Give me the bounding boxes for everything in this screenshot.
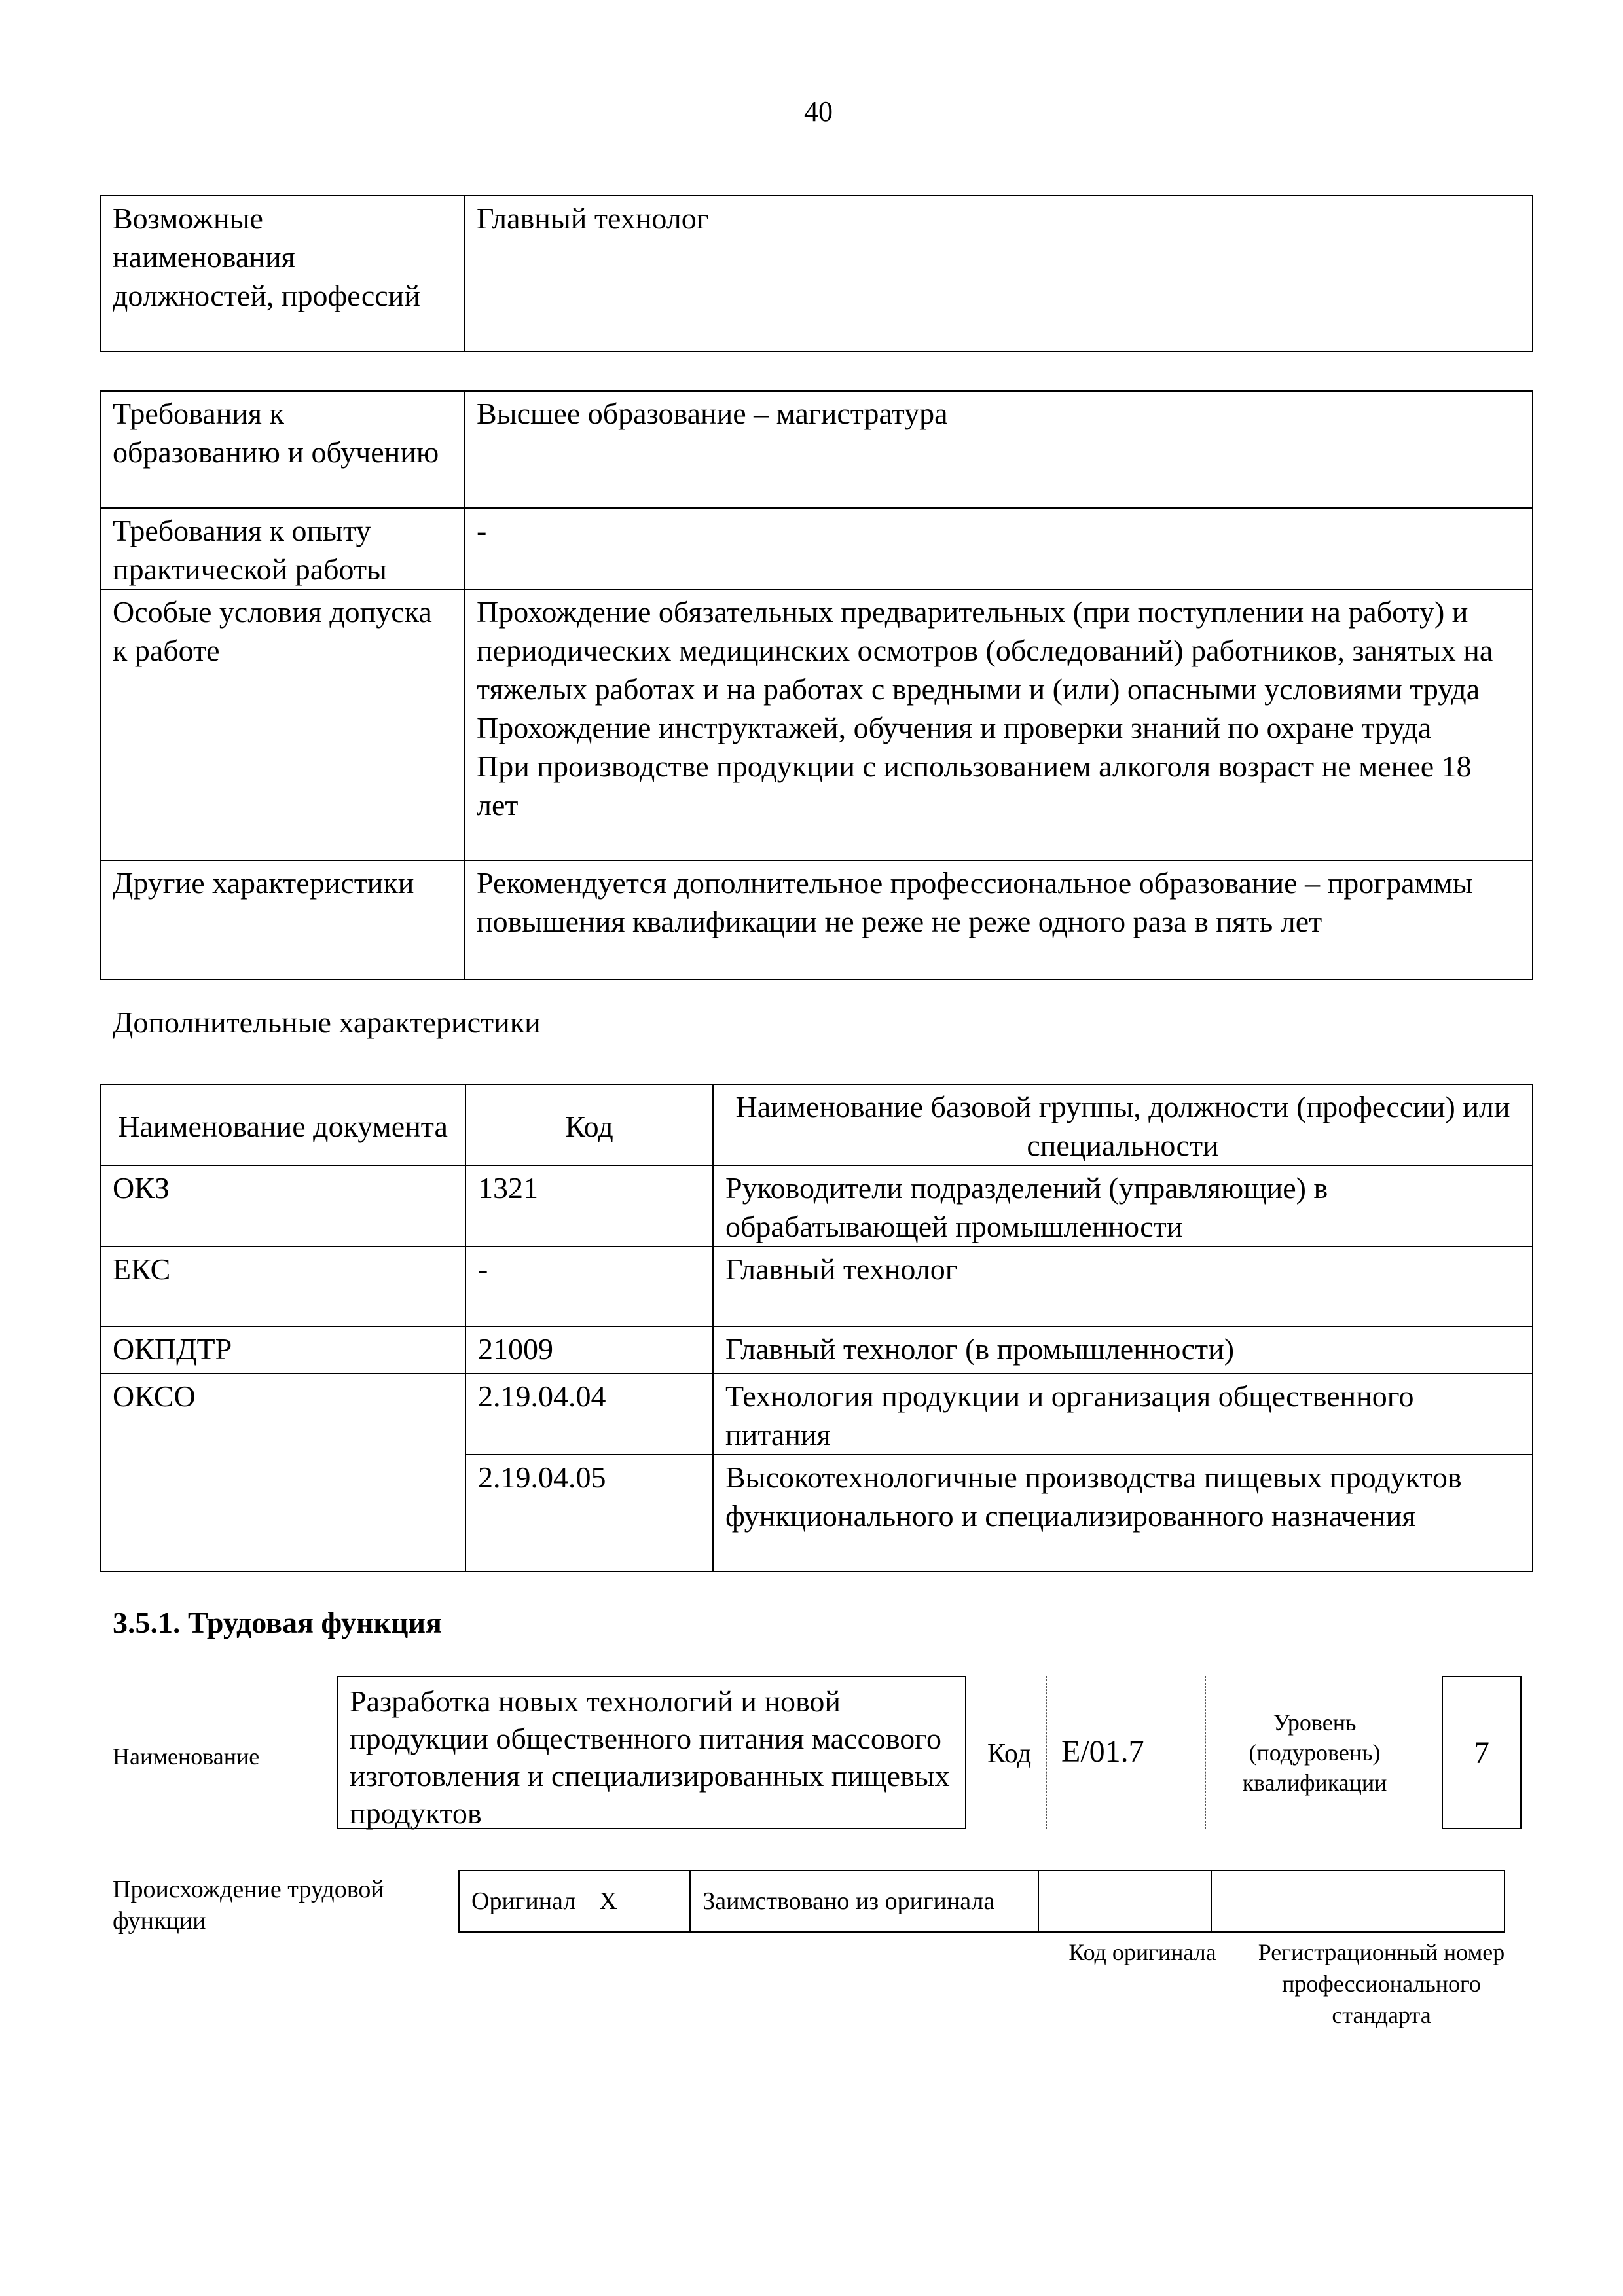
additional-table [100, 1084, 1533, 1572]
table-row [100, 1326, 1533, 1374]
original-label: Оригинал [459, 1870, 587, 1932]
cell-code: 2.19.04.04 [465, 1374, 713, 1455]
section-title: 3.5.1. Трудовая функция [113, 1606, 442, 1639]
education-label: Требования к образованию и обучению [100, 391, 464, 508]
origin-label: Происхождение трудовой функции [113, 1876, 384, 1935]
origin-table [458, 1870, 1505, 1933]
cell-name: Технология продукции и организация общественного питания [713, 1374, 1533, 1455]
cell-doc: ЕКС [100, 1247, 465, 1326]
cell-doc: ОКЗ [100, 1165, 465, 1247]
borrowed-label: Заимствовано из оригинала [690, 1870, 1038, 1932]
experience-value: - [464, 508, 1533, 589]
cell-name: Высокотехнологичные производства пищевых продуктов функционального и специализированного назначения [713, 1455, 1533, 1571]
table-row [100, 508, 1533, 589]
cell-name: Главный технолог [713, 1247, 1533, 1326]
admission-label: Особые условия допуска к работе [100, 589, 464, 860]
cell-doc: ОКСО [100, 1374, 465, 1571]
table-row [459, 1870, 1504, 1932]
experience-label: Требования к опыту практической работы [100, 508, 464, 589]
original-mark: X [587, 1870, 690, 1932]
table-row [100, 589, 1533, 860]
qualification-level: 7 [1442, 1676, 1522, 1829]
admission-line: Прохождение обязательных предварительных (при поступлении на работу) и периодических медицинских осмотров (обследований) работников, занятых на тяжелых работах и на работах с вредными и (или) опасными условиями труда [477, 595, 1493, 706]
admission-value [464, 589, 1533, 860]
other-label: Другие характеристики [100, 860, 464, 979]
header-document: Наименование документа [100, 1084, 465, 1165]
cell-name: Главный технолог (в промышленности) [713, 1326, 1533, 1374]
cell-code: 1321 [465, 1165, 713, 1247]
positions-value: Главный технолог [464, 196, 1533, 352]
cell-code: - [465, 1247, 713, 1326]
original-code-cell [1038, 1870, 1211, 1932]
header-code: Код [465, 1084, 713, 1165]
header-name: Наименование базовой группы, должности (профессии) или специальности [713, 1084, 1533, 1165]
cell-code: 21009 [465, 1326, 713, 1374]
positions-label: Возможные наименования должностей, профессий [100, 196, 464, 352]
cell-code: 2.19.04.05 [465, 1455, 713, 1571]
requirements-table [100, 390, 1533, 980]
additional-heading: Дополнительные характеристики [113, 1006, 541, 1039]
table-row [100, 860, 1533, 979]
function-name-label: Наименование [113, 1743, 260, 1770]
table-row [100, 1165, 1533, 1247]
admission-line: При производстве продукции с использованием алкоголя возраст не менее 18 лет [477, 750, 1472, 822]
education-value: Высшее образование – магистратура [464, 391, 1533, 508]
function-name: Разработка новых технологий и новой продукции общественного питания массового изготовления и специализированных пищевых продуктов [337, 1676, 966, 1829]
function-code-label: Код [987, 1739, 1032, 1769]
cell-doc: ОКПДТР [100, 1326, 465, 1374]
table-row [100, 196, 1533, 352]
table-row [100, 391, 1533, 508]
positions-table [100, 195, 1533, 352]
table-row [100, 1247, 1533, 1326]
original-code-caption: Код оригинала [1068, 1939, 1216, 1965]
other-value: Рекомендуется дополнительное профессиональное образование – программы повышения квалификации не реже не реже одного раза в пять лет [464, 860, 1533, 979]
table-row [100, 1374, 1533, 1455]
page-number: 40 [804, 96, 833, 128]
reg-number-cell [1211, 1870, 1504, 1932]
qualification-level-label: Уровень (подуровень) квалификации [1242, 1709, 1387, 1796]
admission-line: Прохождение инструктажей, обучения и проверки знаний по охране труда [477, 711, 1432, 744]
cell-name: Руководители подразделений (управляющие) в обрабатывающей промышленности [713, 1165, 1533, 1247]
table-header-row [100, 1084, 1533, 1165]
reg-number-caption: Регистрационный номер профессионального стандарта [1258, 1939, 1505, 2028]
function-code: Е/01.7 [1046, 1676, 1206, 1829]
